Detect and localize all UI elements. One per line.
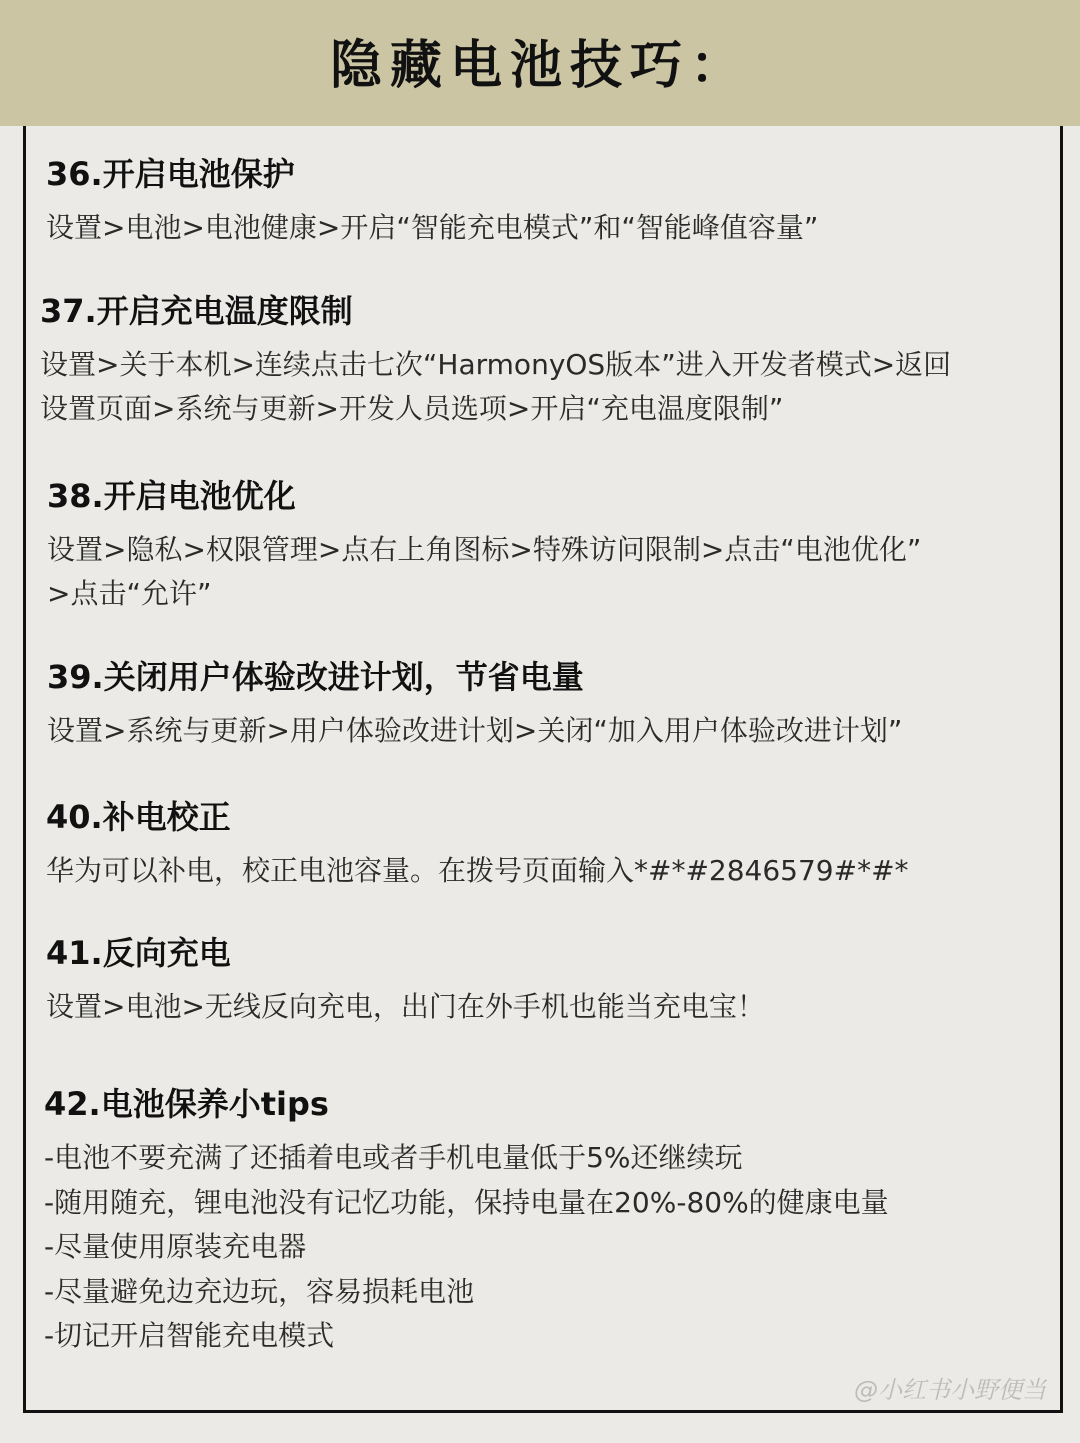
section-body xyxy=(47,709,1080,753)
section-body xyxy=(46,849,1080,893)
section-39 xyxy=(47,657,1080,753)
list-item: -随用随充，锂电池没有记忆功能，保持电量在20%-80%的健康电量 xyxy=(44,1185,889,1219)
body-line: 设置>隐私>权限管理>点右上角图标>特殊访问限制>点击“电池优化” xyxy=(47,533,922,566)
section-body xyxy=(46,985,1080,1029)
section-body xyxy=(46,206,1080,250)
page-header xyxy=(0,0,1080,126)
list-item: -切记开启智能充电模式 xyxy=(44,1319,335,1352)
section-41 xyxy=(46,933,1080,1029)
body-line: >点击“允许” xyxy=(47,577,212,610)
section-38 xyxy=(47,476,1080,616)
list-item: -电池不要充满了还插着电或者手机电量低于5%还继续玩 xyxy=(44,1141,743,1174)
section-40 xyxy=(46,797,1080,893)
body-line: 华为可以补电，校正电池容量。在拨号页面输入*#*#2846579#*#* xyxy=(46,854,909,887)
body-line: 设置>关于本机>连续点击七次“HarmonyOS版本”进入开发者模式>返回 xyxy=(40,348,952,381)
section-title: 39.关闭用户体验改进计划，节省电量 xyxy=(47,658,584,696)
list-item: -尽量避免边充边玩，容易损耗电池 xyxy=(44,1274,475,1308)
body-line: 设置>电池>电池健康>开启“智能充电模式”和“智能峰值容量” xyxy=(46,211,819,244)
section-42 xyxy=(44,1084,1078,1359)
content-panel xyxy=(23,126,1063,1413)
section-body xyxy=(47,528,1080,616)
section-title: 41.反向充电 xyxy=(46,934,231,972)
section-title: 38.开启电池优化 xyxy=(47,477,296,515)
section-37 xyxy=(40,291,1074,431)
body-line: 设置页面>系统与更新>开发人员选项>开启“充电温度限制” xyxy=(40,392,784,425)
section-body xyxy=(40,343,1074,431)
body-line: 设置>电池>无线反向充电，出门在外手机也能当充电宝！ xyxy=(46,990,765,1023)
section-title: 40.补电校正 xyxy=(46,798,231,836)
section-title: 37.开启充电温度限制 xyxy=(40,292,353,330)
watermark: @小红书小野便当 xyxy=(854,1376,1046,1404)
tips-list xyxy=(44,1136,1078,1359)
list-item: -尽量使用原装充电器 xyxy=(44,1230,307,1263)
body-line: 设置>系统与更新>用户体验改进计划>关闭“加入用户体验改进计划” xyxy=(47,714,903,747)
section-36 xyxy=(46,154,1080,250)
section-title: 36.开启电池保护 xyxy=(46,155,295,193)
page-title: 隐藏电池技巧： xyxy=(329,35,750,96)
section-title: 42.电池保养小tips xyxy=(44,1085,329,1123)
